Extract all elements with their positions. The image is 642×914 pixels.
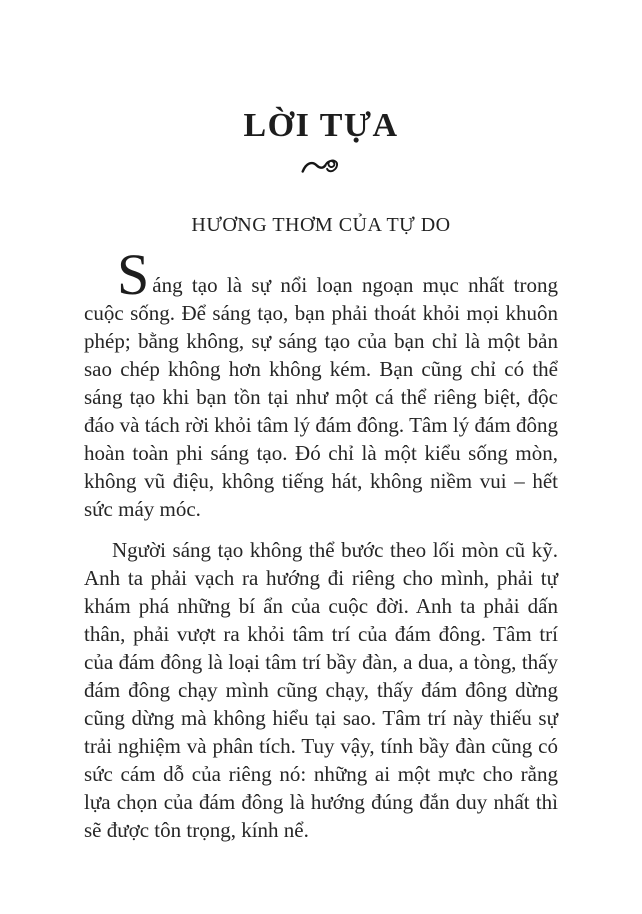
page-title: LỜI TỰA bbox=[243, 107, 399, 144]
fleuron-icon bbox=[84, 155, 558, 181]
paragraph-text: áng tạo là sự nổi loạn ngoạn mục nhất trong cuộc sống. Để sáng tạo, bạn phải thoát khỏi mọi khuôn phép; bằng không, sự sáng tạo của bạn chỉ là một bản sao chép không hơn không kém. Bạn cũng chỉ có thể sáng tạo khi bạn tồn tại như một cá thể riêng biệt, độc đáo và tách rời khỏi tâm lý đám đông. Tâm lý đám đông hoàn toàn phi sáng tạo. Đó chỉ là một kiểu sống mòn, không vũ điệu, không tiếng hát, không niềm vui – hết sức máy móc. bbox=[84, 272, 558, 521]
drop-cap: S bbox=[117, 241, 151, 307]
body-paragraph bbox=[84, 241, 558, 523]
section-subtitle: HƯƠNG THƠM CỦA TỰ DO bbox=[191, 213, 451, 236]
paragraph-text: Người sáng tạo không thể bước theo lối mòn cũ kỹ. Anh ta phải vạch ra hướng đi riêng cho mình, phải tự khám phá những bí ẩn của cuộc đời. Anh ta phải dấn thân, phải vượt ra khỏi tâm trí của đám đông. Tâm trí của đám đông là loại tâm trí bầy đàn, a dua, a tòng, thấy đám đông chạy mình cũng chạy, thấy đám đông dừng cũng dừng mà không hiểu tại sao. Tâm trí này thiếu sự trải nghiệm và phân tích. Tuy vậy, tính bầy đàn cũng có sức cám dỗ của riêng nó: những ai một mực cho rằng lựa chọn của đám đông là hướng đúng đắn duy nhất thì sẽ được tôn trọng, kính nể. bbox=[84, 537, 558, 842]
body-paragraph bbox=[84, 536, 558, 844]
